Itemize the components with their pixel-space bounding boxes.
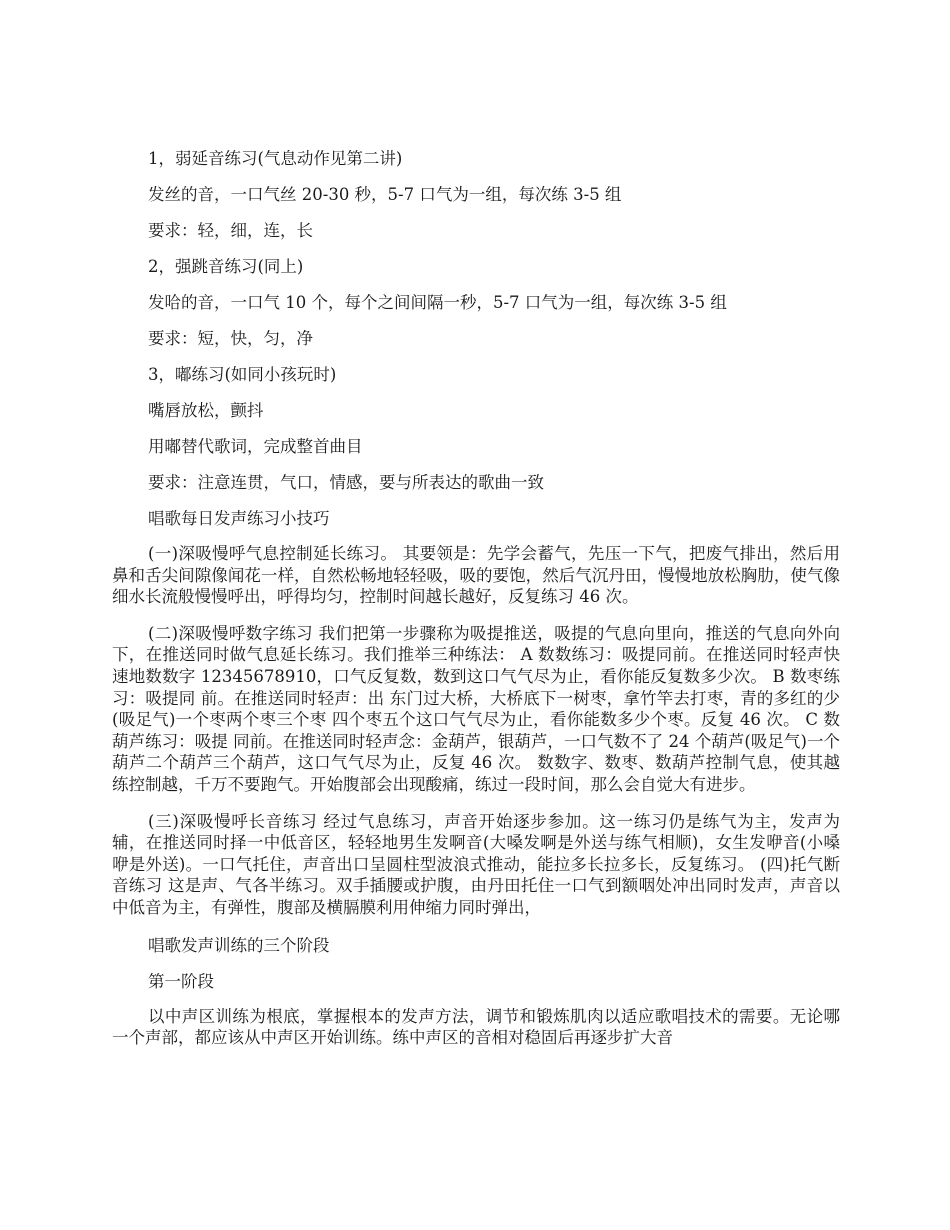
paragraph-long-tone: (三)深吸慢呼长音练习 经过气息练习，声音开始逐步参加。这一练习仍是练气为主，发声为辅，在推送同时择一中低音区，轻轻地男生发啊音(大嗓发啊是外送与练气相顺)，女生发咿音(小嗓咿是外送)。一口气托住，声音出口呈圆柱型波浪式推动，能拉多长拉多长，反复练习。 (四)托气断音练习 这是声、气各半练习。双手插腰或护腹，由丹田托住一口气到额咽处冲出同时发声，声音以中低音为主，有弹性，腹部及横膈膜利用伸缩力同时弹出， bbox=[112, 811, 840, 917]
heading-lip-trill: 3，嘟练习(如同小孩玩时) bbox=[148, 365, 337, 384]
stage-one-heading: 第一阶段 bbox=[148, 971, 214, 991]
text-line: 嘴唇放松，颤抖 bbox=[148, 401, 264, 420]
paragraph-breath-control: (一)深吸慢呼气息控制延长练习。 其要领是：先学会蓄气，先压一下气，把废气排出，然后用鼻和舌尖间隙像闻花一样，自然松畅地轻轻吸，吸的要饱，然后气沉丹田，慢慢地放松胸肋，使气像细水长流般慢慢呼出，呼得均匀，控制时间越长越好，反复练习 46 次。 bbox=[112, 544, 840, 607]
section-title-three-stages: 唱歌发声训练的三个阶段 bbox=[148, 935, 330, 955]
text-line: 要求：轻，细，连，长 bbox=[148, 221, 313, 240]
text-line: 要求：短，快，匀，净 bbox=[148, 329, 313, 348]
text-line: 发丝的音，一口气丝 20-30 秒，5-7 口气为一组，每次练 3-5 组 bbox=[148, 185, 622, 204]
text-line: 用嘟替代歌词，完成整首曲目 bbox=[148, 437, 363, 456]
text-line: 要求：注意连贯，气口，情感，要与所表达的歌曲一致 bbox=[148, 473, 544, 492]
section-title-daily-tips: 唱歌每日发声练习小技巧 bbox=[148, 509, 330, 528]
heading-strong-staccato: 2，强跳音练习(同上) bbox=[148, 257, 304, 276]
paragraph-stage-one: 以中声区训练为根底，掌握根本的发声方法，调节和锻炼肌肉以适应歌唱技术的需要。无论哪一个声部，都应该从中声区开始训练。练中声区的音相对稳固后再逐步扩大音 bbox=[112, 1006, 840, 1048]
heading-weak-sustain: 1，弱延音练习(气息动作见第二讲) bbox=[148, 149, 403, 168]
text-line: 发哈的音，一口气 10 个，每个之间间隔一秒，5-7 口气为一组，每次练 3-5 组 bbox=[148, 293, 727, 312]
paragraph-counting-practice: (二)深吸慢呼数字练习 我们把第一步骤称为吸提推送，吸提的气息向里向，推送的气息向外向下，在推送同时做气息延长练习。我们推举三种练法： A 数数练习：吸提同前。在推送同时轻声快速地数数字 12345678910，口气反复数，数到这口气气尽为止，看你能反复数多少次。 B 数枣练习：吸提同 前。在推送同时轻声：出 东门过大桥，大桥底下一树枣，拿竹竿去打枣，青的多红的少 (吸足气)一个枣两个枣三个枣 四个枣五个这口气气尽为止，看你能数多少个枣。反复 46 次。 C 数葫芦练习：吸提 同前。在推送同时轻声念：金葫芦，银葫芦，一口气数不了 24 个葫芦(吸足气)一个葫芦二个葫芦三个葫芦，这口气气尽为止，反复 46 次。 数数字、数枣、数葫芦控制气息，使其越练控制越，千万不要跑气。开始腹部会出现酸痛，练过一段时间，那么会自觉大有进步。 bbox=[112, 623, 840, 794]
